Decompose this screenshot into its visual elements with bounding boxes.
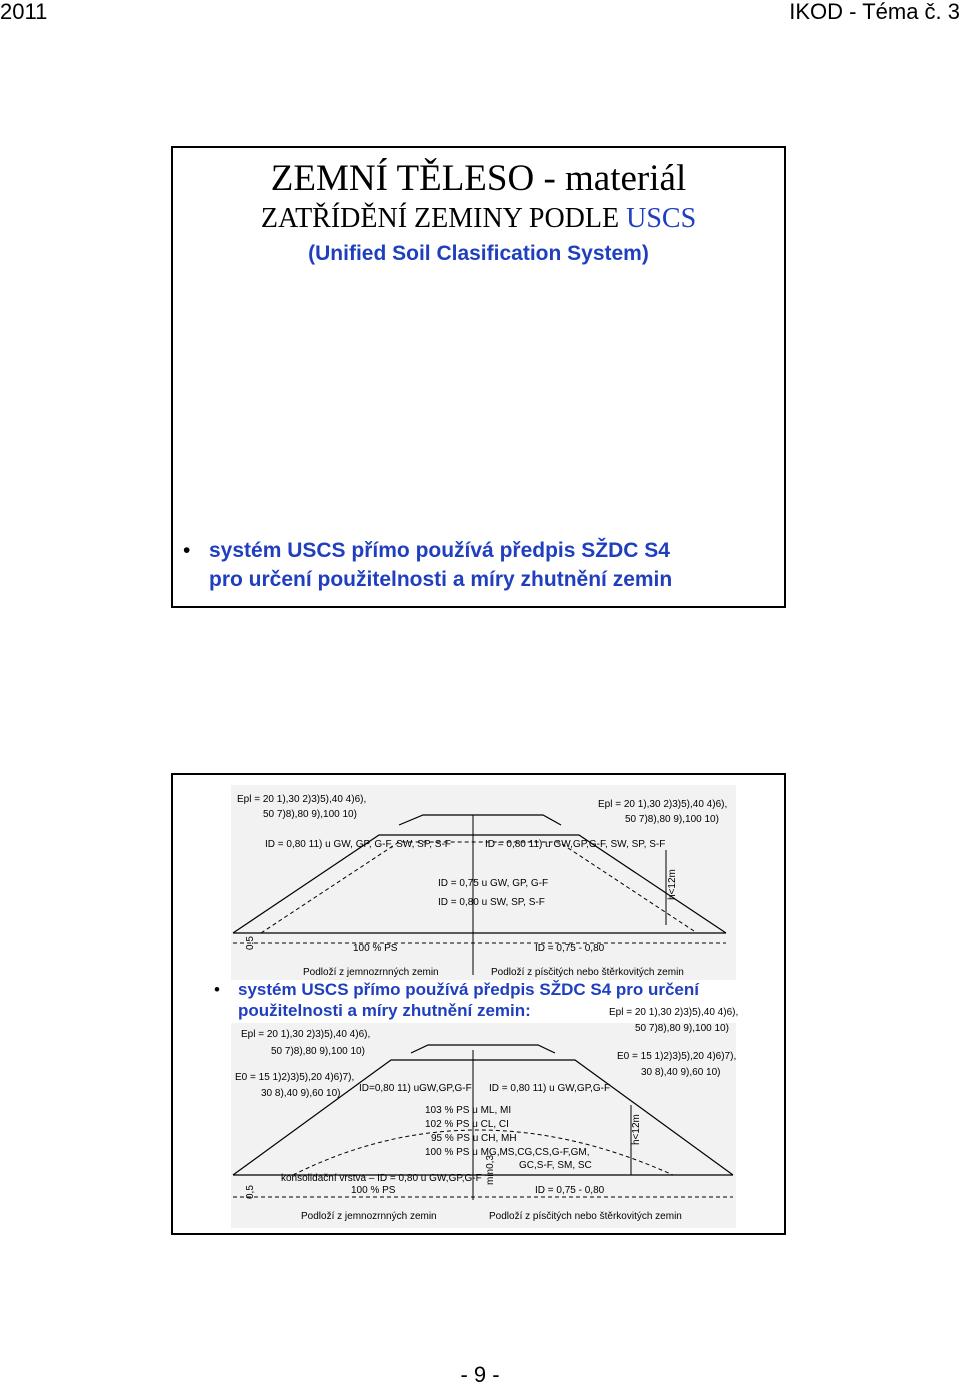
slide2-bullet-line-1: systém USCS přímo používá předpis SŽDC S4 pro určení — [238, 980, 699, 999]
lower-ps-2: 102 % PS u CL, CI — [425, 1119, 509, 1130]
lower-epl-left-2: 50 7)8),80 9),100 10) — [271, 1046, 365, 1057]
upper-id-mid-2: ID = 0,80 u SW, SP, S-F — [438, 897, 545, 908]
lower-epl-right-2: 50 7)8),80 9),100 10) — [635, 1023, 729, 1034]
lower-ps-1: 103 % PS u ML, MI — [425, 1105, 512, 1116]
bullet-dot: • — [214, 980, 220, 999]
upper-epl-left-2: 50 7)8),80 9),100 10) — [263, 809, 357, 820]
slide-subtitle — [173, 203, 784, 235]
lower-thickness-label: 0,5 — [245, 1185, 256, 1199]
lower-id-left: ID=0,80 11) uGW,GP,G-F — [359, 1083, 472, 1094]
lower-ps-base: 100 % PS — [351, 1185, 396, 1196]
header-year: 2011 — [0, 0, 48, 24]
upper-subsoil-left: Podloží z jemnozrnných zemin — [303, 967, 439, 978]
upper-thickness-label: 0,5 — [245, 936, 256, 950]
header-course: IKOD - Téma č. 3 — [789, 0, 960, 24]
lower-ps-3: 95 % PS u CH, MH — [431, 1133, 517, 1144]
bullet-item — [183, 536, 769, 594]
upper-height-label: h<12m — [667, 869, 678, 900]
lower-e0-right-2: 30 8),40 9),60 10) — [641, 1067, 721, 1078]
upper-id-right: ID = 0,80 11) u GW,GP,G-F, SW, SP, S-F — [485, 839, 666, 850]
subtitle-accent: USCS — [626, 203, 697, 234]
lower-e0-left-2: 30 8),40 9),60 10) — [261, 1088, 341, 1099]
bullet-dot: • — [183, 539, 191, 562]
bullet-line-1: systém USCS přímo používá předpis SŽDC S4 — [209, 539, 670, 562]
lower-ps-4: 100 % PS u MG,MS,CG,CS,G-F,GM, — [425, 1147, 590, 1158]
upper-id-base: ID = 0,75 - 0,80 — [535, 943, 605, 954]
lower-epl-left: Epl = 20 1),30 2)3)5),40 4)6), — [241, 1029, 371, 1040]
lower-id-right: ID = 0,80 11) u GW,GP,G-F — [489, 1083, 611, 1094]
subtitle-parenthetical: (Unified Soil Clasification System) — [308, 242, 649, 265]
lower-min-label: min0,3 — [485, 1154, 496, 1185]
slide2-bullet — [214, 979, 783, 1021]
lower-epl-right: Epl = 20 1),30 2)3)5),40 4)6), — [609, 1007, 739, 1018]
slide-1 — [171, 146, 786, 608]
bullet-line-2: pro určení použitelnosti a míry zhutnění zemin — [209, 568, 673, 591]
lower-height-label: h<12m — [631, 1114, 642, 1145]
upper-epl-right-2: 50 7)8),80 9),100 10) — [625, 814, 719, 825]
lower-ps-5: GC,S-F, SM, SC — [519, 1160, 592, 1171]
subtitle-main: ZATŘÍDĚNÍ ZEMINY PODLE — [260, 203, 627, 234]
upper-id-left: ID = 0,80 11) u GW, GP, G-F, SW, SP, S-F — [265, 839, 451, 850]
slide2-bullet-line-2: použitelnosti a míry zhutnění zemin: — [238, 1001, 531, 1020]
lower-subsoil-right: Podloží z písčitých nebo štěrkovitých zemin — [489, 1211, 682, 1222]
upper-epl-right: Epl = 20 1),30 2)3)5),40 4)6), — [598, 799, 728, 810]
upper-ps-label: 100 % PS — [353, 943, 398, 954]
lower-konsol-label: konsolidační vrstva – ID = 0,80 u GW,GP,G-F — [281, 1173, 482, 1184]
upper-epl-left: Epl = 20 1),30 2)3)5),40 4)6), — [237, 794, 367, 805]
slide-title: ZEMNÍ TĚLESO - materiál — [270, 158, 687, 199]
lower-e0-left: E0 = 15 1)2)3)5),20 4)6)7), — [235, 1072, 355, 1083]
upper-subsoil-right: Podloží z písčitých nebo štěrkovitých zemin — [491, 967, 684, 978]
lower-subsoil-left: Podloží z jemnozrnných zemin — [301, 1211, 437, 1222]
lower-e0-right: E0 = 15 1)2)3)5),20 4)6)7), — [617, 1051, 737, 1062]
page-number: - 9 - — [460, 1362, 500, 1387]
lower-id-base: ID = 0,75 - 0,80 — [535, 1185, 605, 1196]
slide-2 — [171, 773, 786, 1235]
upper-id-mid-1: ID = 0,75 u GW, GP, G-F — [438, 878, 549, 889]
